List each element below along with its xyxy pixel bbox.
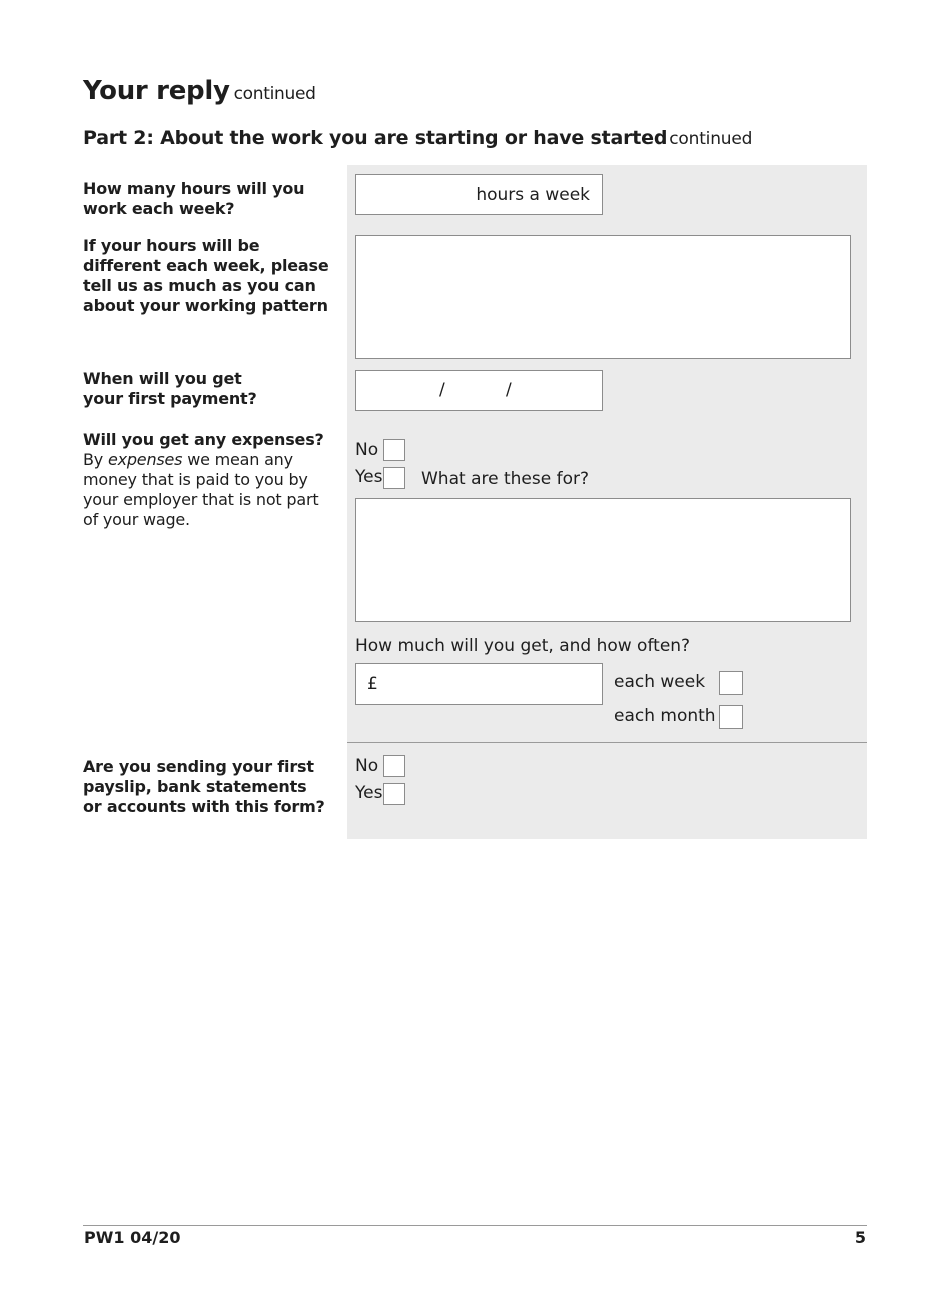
question-first-payment: When will you get your first payment? <box>83 369 257 408</box>
each-week-label: each week <box>614 672 706 692</box>
expenses-no-checkbox[interactable] <box>383 439 405 461</box>
question-expenses-label: Will you get any expenses? <box>83 430 324 449</box>
sending-no-checkbox[interactable] <box>383 755 405 777</box>
footer-rule <box>83 1225 867 1226</box>
expenses-yes-checkbox[interactable] <box>383 467 405 489</box>
each-month-checkbox[interactable] <box>719 705 743 729</box>
currency-symbol: £ <box>367 674 378 694</box>
panel-divider <box>347 742 867 743</box>
date-separator: / <box>439 380 445 400</box>
sending-yes-checkbox[interactable] <box>383 783 405 805</box>
expenses-no-label: No <box>355 440 379 460</box>
date-separator: / <box>506 380 512 400</box>
section-title: Part 2: About the work you are starting or have started continued <box>83 127 753 149</box>
expenses-yes-label: Yes <box>355 467 383 487</box>
expenses-what-for-label: What are these for? <box>421 469 589 489</box>
expenses-note: By expenses we mean any money that is paid to you by your employer that is not part of your wage. <box>83 450 319 529</box>
pattern-textarea[interactable] <box>355 235 851 359</box>
page-number: 5 <box>854 1228 866 1247</box>
question-expenses <box>83 430 333 530</box>
page-title: Your reply continued <box>83 76 316 106</box>
hours-input[interactable] <box>355 174 603 215</box>
sending-no-label: No <box>355 756 379 776</box>
sending-yes-label: Yes <box>355 783 383 803</box>
question-hours: How many hours will you work each week? <box>83 179 305 218</box>
question-pattern: If your hours will be different each week, please tell us as much as you can about your working pattern <box>83 236 329 315</box>
each-month-label: each month <box>614 706 716 726</box>
each-week-checkbox[interactable] <box>719 671 743 695</box>
expenses-details-textarea[interactable] <box>355 498 851 622</box>
expenses-amount-input[interactable] <box>355 663 603 705</box>
expenses-amount-label: How much will you get, and how often? <box>355 636 691 656</box>
question-sending-documents: Are you sending your first payslip, bank statements or accounts with this form? <box>83 757 325 816</box>
hours-suffix: hours a week <box>476 185 590 205</box>
section-continued: continued <box>669 129 753 149</box>
first-payment-date-input[interactable] <box>355 370 603 411</box>
form-code: PW1 04/20 <box>84 1228 181 1247</box>
title-continued: continued <box>233 84 316 104</box>
